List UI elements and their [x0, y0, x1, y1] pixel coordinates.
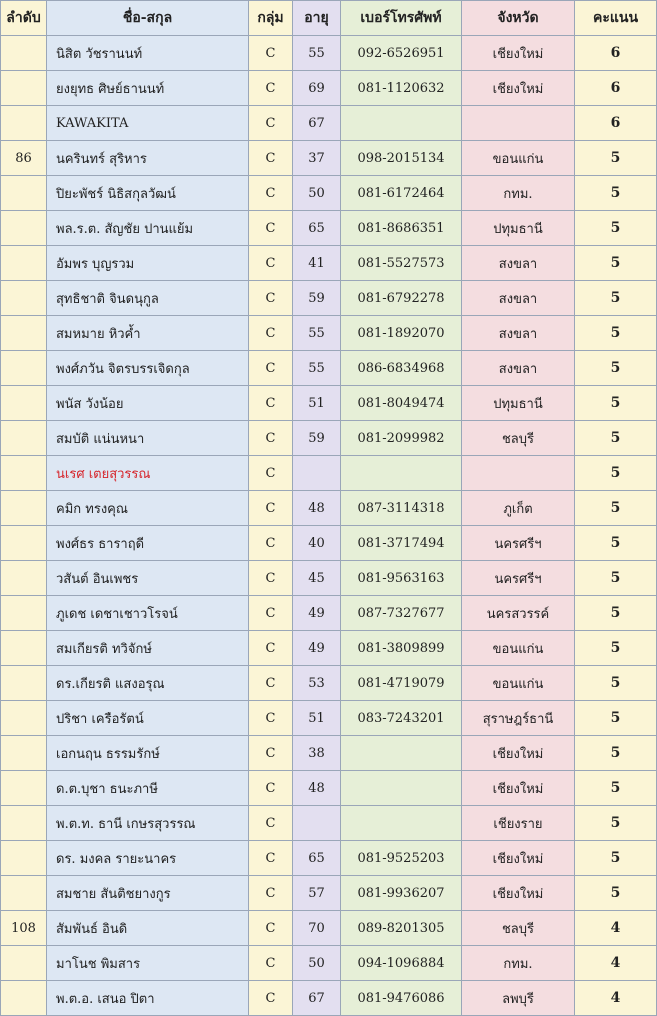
- table-row: [1, 981, 657, 1016]
- cell-rank: [1, 351, 47, 386]
- cell-score: 6: [575, 71, 657, 106]
- table-row: [1, 876, 657, 911]
- header-rank: ลำดับ: [1, 1, 47, 36]
- cell-name: วสันต์ อินเพชร: [47, 561, 249, 596]
- table-row: [1, 386, 657, 421]
- cell-score: 5: [575, 211, 657, 246]
- cell-age: 40: [293, 526, 341, 561]
- cell-rank: [1, 981, 47, 1016]
- cell-group: C: [249, 596, 293, 631]
- cell-rank: [1, 631, 47, 666]
- cell-province: เชียงใหม่: [462, 876, 575, 911]
- cell-age: 70: [293, 911, 341, 946]
- cell-age: 48: [293, 771, 341, 806]
- header-phone: เบอร์โทรศัพท์: [341, 1, 462, 36]
- cell-rank: [1, 491, 47, 526]
- cell-phone: 081-8049474: [341, 386, 462, 421]
- header-score: คะแนน: [575, 1, 657, 36]
- cell-rank: [1, 876, 47, 911]
- cell-name: นครินทร์ สุริหาร: [47, 141, 249, 176]
- cell-province: [462, 456, 575, 491]
- cell-name: อัมพร บุญรวม: [47, 246, 249, 281]
- cell-province: [462, 106, 575, 141]
- cell-score: 5: [575, 456, 657, 491]
- cell-age: 38: [293, 736, 341, 771]
- cell-rank: [1, 456, 47, 491]
- cell-group: C: [249, 736, 293, 771]
- cell-province: เชียงใหม่: [462, 841, 575, 876]
- cell-province: กทม.: [462, 946, 575, 981]
- cell-province: สงขลา: [462, 316, 575, 351]
- cell-score: 5: [575, 736, 657, 771]
- cell-rank: [1, 771, 47, 806]
- cell-score: 5: [575, 841, 657, 876]
- cell-age: 45: [293, 561, 341, 596]
- table-row: [1, 631, 657, 666]
- cell-score: 5: [575, 351, 657, 386]
- cell-name: ปิยะพัชร์ นิธิสกุลวัฒน์: [47, 176, 249, 211]
- cell-score: 5: [575, 701, 657, 736]
- cell-name: ด.ต.บุชา ธนะภาษี: [47, 771, 249, 806]
- cell-group: C: [249, 386, 293, 421]
- cell-name: สมบัติ แน่นหนา: [47, 421, 249, 456]
- cell-province: ภูเก็ต: [462, 491, 575, 526]
- cell-name: KAWAKITA: [47, 106, 249, 141]
- cell-group: C: [249, 71, 293, 106]
- table-row: [1, 806, 657, 841]
- cell-score: 6: [575, 36, 657, 71]
- cell-group: C: [249, 631, 293, 666]
- cell-group: C: [249, 316, 293, 351]
- table-row: [1, 351, 657, 386]
- table-row: [1, 106, 657, 141]
- cell-phone: 087-3114318: [341, 491, 462, 526]
- cell-phone: 087-7327677: [341, 596, 462, 631]
- cell-score: 5: [575, 141, 657, 176]
- cell-name: ดร. มงคล รายะนาคร: [47, 841, 249, 876]
- cell-score: 4: [575, 946, 657, 981]
- cell-age: 37: [293, 141, 341, 176]
- cell-group: C: [249, 946, 293, 981]
- cell-name: นเรศ เตยสุวรรณ: [47, 456, 249, 491]
- cell-province: สงขลา: [462, 351, 575, 386]
- cell-age: 48: [293, 491, 341, 526]
- cell-name: พงศ์ภวัน จิตรบรรเจิดกุล: [47, 351, 249, 386]
- cell-phone: [341, 106, 462, 141]
- cell-phone: [341, 456, 462, 491]
- table-row: [1, 316, 657, 351]
- cell-name: พ.ต.ท. ธานี เกษรสุวรรณ: [47, 806, 249, 841]
- cell-phone: 081-5527573: [341, 246, 462, 281]
- cell-age: 67: [293, 981, 341, 1016]
- cell-province: กทม.: [462, 176, 575, 211]
- cell-name: สมชาย สันติชยางกูร: [47, 876, 249, 911]
- table-row: [1, 176, 657, 211]
- cell-group: C: [249, 981, 293, 1016]
- cell-phone: 081-1892070: [341, 316, 462, 351]
- cell-group: C: [249, 456, 293, 491]
- table-row: [1, 841, 657, 876]
- cell-age: 55: [293, 351, 341, 386]
- cell-name: นิสิต วัชรานนท์: [47, 36, 249, 71]
- cell-age: 51: [293, 386, 341, 421]
- header-age: อายุ: [293, 1, 341, 36]
- cell-province: ขอนแก่น: [462, 631, 575, 666]
- header-row: [1, 1, 657, 36]
- cell-rank: [1, 946, 47, 981]
- cell-name: คมิก ทรงคุณ: [47, 491, 249, 526]
- cell-score: 5: [575, 876, 657, 911]
- cell-group: C: [249, 771, 293, 806]
- cell-name: พนัส วังน้อย: [47, 386, 249, 421]
- cell-phone: 089-8201305: [341, 911, 462, 946]
- cell-score: 5: [575, 526, 657, 561]
- cell-phone: [341, 806, 462, 841]
- cell-rank: 108: [1, 911, 47, 946]
- cell-phone: 081-9476086: [341, 981, 462, 1016]
- table-row: [1, 246, 657, 281]
- cell-age: [293, 456, 341, 491]
- cell-score: 5: [575, 491, 657, 526]
- cell-score: 5: [575, 596, 657, 631]
- cell-rank: [1, 211, 47, 246]
- cell-province: ปทุมธานี: [462, 211, 575, 246]
- header-province: จังหวัด: [462, 1, 575, 36]
- cell-age: 50: [293, 946, 341, 981]
- cell-phone: 081-6792278: [341, 281, 462, 316]
- cell-phone: 098-2015134: [341, 141, 462, 176]
- cell-group: C: [249, 701, 293, 736]
- cell-rank: 86: [1, 141, 47, 176]
- cell-score: 5: [575, 771, 657, 806]
- cell-score: 5: [575, 386, 657, 421]
- cell-province: สุราษฎร์ธานี: [462, 701, 575, 736]
- cell-name: พงศ์ธร ธาราฤดี: [47, 526, 249, 561]
- cell-phone: 081-8686351: [341, 211, 462, 246]
- cell-name: ดร.เกียรติ แสงอรุณ: [47, 666, 249, 701]
- cell-group: C: [249, 141, 293, 176]
- cell-rank: [1, 386, 47, 421]
- cell-age: 69: [293, 71, 341, 106]
- cell-score: 4: [575, 981, 657, 1016]
- cell-score: 5: [575, 246, 657, 281]
- cell-name: สัมพันธ์ อินดิ: [47, 911, 249, 946]
- cell-name: สมหมาย หิวค้ำ: [47, 316, 249, 351]
- cell-rank: [1, 36, 47, 71]
- cell-province: สงขลา: [462, 281, 575, 316]
- cell-score: 5: [575, 631, 657, 666]
- cell-phone: 094-1096884: [341, 946, 462, 981]
- cell-rank: [1, 736, 47, 771]
- cell-age: 49: [293, 631, 341, 666]
- table-row: [1, 211, 657, 246]
- table-body: [1, 36, 657, 1016]
- table-row: [1, 771, 657, 806]
- cell-rank: [1, 281, 47, 316]
- cell-score: 5: [575, 561, 657, 596]
- cell-province: เชียงใหม่: [462, 71, 575, 106]
- cell-province: ชลบุรี: [462, 911, 575, 946]
- cell-group: C: [249, 806, 293, 841]
- cell-province: ขอนแก่น: [462, 141, 575, 176]
- cell-group: C: [249, 911, 293, 946]
- cell-phone: 081-9563163: [341, 561, 462, 596]
- table-row: [1, 596, 657, 631]
- cell-group: C: [249, 106, 293, 141]
- cell-score: 5: [575, 281, 657, 316]
- cell-name: ยงยุทธ ศิษย์ธานนท์: [47, 71, 249, 106]
- cell-age: 53: [293, 666, 341, 701]
- cell-group: C: [249, 491, 293, 526]
- cell-score: 5: [575, 316, 657, 351]
- table-row: [1, 36, 657, 71]
- cell-province: ปทุมธานี: [462, 386, 575, 421]
- cell-province: ขอนแก่น: [462, 666, 575, 701]
- cell-rank: [1, 666, 47, 701]
- cell-rank: [1, 561, 47, 596]
- cell-name: เอกนฤน ธรรมรักษ์: [47, 736, 249, 771]
- table-row: [1, 281, 657, 316]
- cell-age: 59: [293, 281, 341, 316]
- table-row: [1, 561, 657, 596]
- cell-group: C: [249, 351, 293, 386]
- cell-score: 4: [575, 911, 657, 946]
- table-row: [1, 141, 657, 176]
- cell-group: C: [249, 841, 293, 876]
- cell-phone: 081-9936207: [341, 876, 462, 911]
- cell-age: 51: [293, 701, 341, 736]
- cell-name: ภูเดช เดชาเชาวโรจน์: [47, 596, 249, 631]
- table-row: [1, 736, 657, 771]
- cell-rank: [1, 596, 47, 631]
- table-row: [1, 421, 657, 456]
- cell-age: 67: [293, 106, 341, 141]
- table-row: [1, 456, 657, 491]
- cell-group: C: [249, 666, 293, 701]
- cell-score: 5: [575, 176, 657, 211]
- cell-age: 65: [293, 841, 341, 876]
- cell-province: เชียงใหม่: [462, 771, 575, 806]
- cell-rank: [1, 806, 47, 841]
- cell-name: สุทธิชาติ จินดนุกูล: [47, 281, 249, 316]
- cell-age: 65: [293, 211, 341, 246]
- cell-phone: 081-4719079: [341, 666, 462, 701]
- cell-rank: [1, 421, 47, 456]
- table-row: [1, 911, 657, 946]
- cell-rank: [1, 526, 47, 561]
- table-row: [1, 526, 657, 561]
- cell-age: 50: [293, 176, 341, 211]
- cell-name: ปริชา เครือรัตน์: [47, 701, 249, 736]
- header-name: ชื่อ-สกุล: [47, 1, 249, 36]
- cell-phone: 081-6172464: [341, 176, 462, 211]
- cell-rank: [1, 71, 47, 106]
- cell-province: นครศรีฯ: [462, 561, 575, 596]
- cell-phone: 083-7243201: [341, 701, 462, 736]
- cell-score: 6: [575, 106, 657, 141]
- cell-group: C: [249, 526, 293, 561]
- cell-group: C: [249, 176, 293, 211]
- cell-score: 5: [575, 806, 657, 841]
- cell-group: C: [249, 36, 293, 71]
- cell-rank: [1, 246, 47, 281]
- cell-age: 41: [293, 246, 341, 281]
- cell-score: 5: [575, 666, 657, 701]
- cell-group: C: [249, 421, 293, 456]
- cell-name: มาโนช พิมสาร: [47, 946, 249, 981]
- cell-rank: [1, 176, 47, 211]
- cell-phone: [341, 771, 462, 806]
- cell-group: C: [249, 876, 293, 911]
- cell-rank: [1, 701, 47, 736]
- table-row: [1, 666, 657, 701]
- cell-province: ชลบุรี: [462, 421, 575, 456]
- cell-score: 5: [575, 421, 657, 456]
- cell-name: พ.ต.อ. เสนอ ปิตา: [47, 981, 249, 1016]
- cell-phone: 081-1120632: [341, 71, 462, 106]
- table-row: [1, 946, 657, 981]
- cell-phone: 081-3717494: [341, 526, 462, 561]
- cell-province: นครศรีฯ: [462, 526, 575, 561]
- cell-age: 55: [293, 316, 341, 351]
- table-row: [1, 71, 657, 106]
- cell-phone: [341, 736, 462, 771]
- cell-group: C: [249, 281, 293, 316]
- cell-name: พล.ร.ต. สัญชัย ปานแย้ม: [47, 211, 249, 246]
- cell-age: [293, 806, 341, 841]
- cell-province: สงขลา: [462, 246, 575, 281]
- cell-rank: [1, 316, 47, 351]
- cell-province: เชียงใหม่: [462, 736, 575, 771]
- cell-name: สมเกียรติ ทวิจักษ์: [47, 631, 249, 666]
- header-group: กลุ่ม: [249, 1, 293, 36]
- cell-phone: 081-9525203: [341, 841, 462, 876]
- cell-age: 55: [293, 36, 341, 71]
- cell-age: 57: [293, 876, 341, 911]
- cell-province: นครสวรรค์: [462, 596, 575, 631]
- cell-phone: 086-6834968: [341, 351, 462, 386]
- cell-age: 49: [293, 596, 341, 631]
- cell-province: เชียงราย: [462, 806, 575, 841]
- cell-group: C: [249, 246, 293, 281]
- cell-phone: 081-2099982: [341, 421, 462, 456]
- table-row: [1, 491, 657, 526]
- table-row: [1, 701, 657, 736]
- cell-phone: 081-3809899: [341, 631, 462, 666]
- cell-phone: 092-6526951: [341, 36, 462, 71]
- cell-province: เชียงใหม่: [462, 36, 575, 71]
- cell-rank: [1, 841, 47, 876]
- cell-age: 59: [293, 421, 341, 456]
- cell-group: C: [249, 561, 293, 596]
- cell-group: C: [249, 211, 293, 246]
- cell-province: ลพบุรี: [462, 981, 575, 1016]
- cell-rank: [1, 106, 47, 141]
